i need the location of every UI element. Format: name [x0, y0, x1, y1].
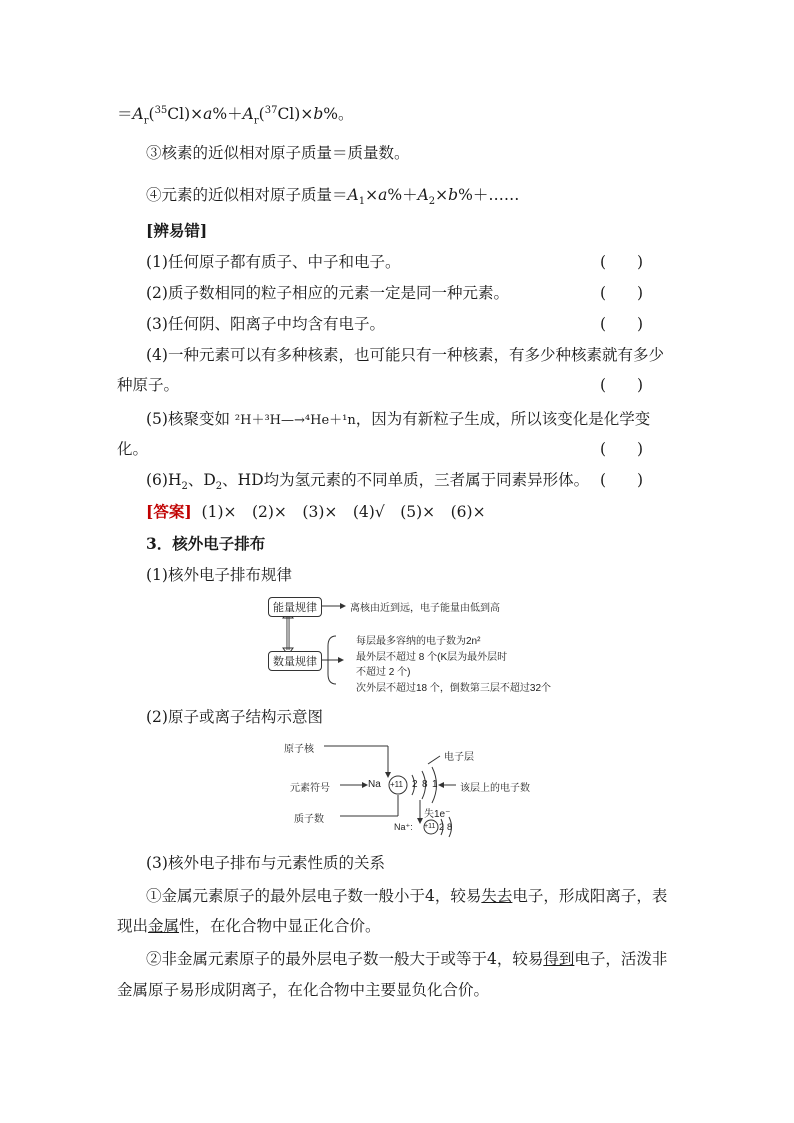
shell-3-electrons: 1: [432, 779, 438, 790]
answer-row: [答案] (1)× (2)× (3)× (4)√ (5)× (6)×: [146, 502, 486, 521]
rule-4: ④元素的近似相对原子质量$=A_1\times a\%+A_2\times b\%+\dots\dots$: [146, 186, 520, 208]
question-6: $(6)H_2$、$D_2$、HD均为氢元素的不同单质，三者属于同素异形体。: [146, 471, 590, 493]
question-4: (4)一种元素可以有多种核素，也可能只有一种核素，有多少种核素就有多少: [146, 346, 664, 364]
shell-label: 电子层: [444, 752, 474, 763]
nucleus-label: 原子核: [284, 744, 314, 755]
energy-rule-box: 能量规律: [268, 597, 322, 617]
shell-electron-label: 该层上的电子数: [460, 783, 530, 794]
answer-paren-3: ( ): [600, 315, 644, 333]
nuclear-equation: ²H＋³H—→⁴He＋¹n: [234, 413, 356, 428]
section-3-title: 3．核外电子排布: [146, 534, 266, 553]
quantity-rule-1: 每层最多容纳的电子数为2n²: [356, 636, 481, 647]
bianyicuo-heading: [辨易错]: [146, 221, 208, 240]
shell-1-electrons: 2: [412, 779, 418, 790]
lose-electron-label: 失1e⁻: [424, 809, 451, 820]
quantity-rule-box: 数量规律: [268, 651, 322, 671]
question-1: (1)任何原子都有质子、中子和电子。: [146, 253, 401, 271]
para-1-line-1: ①金属元素原子的最外层电子数一般小于4，较易失去电子，形成阳离子，表: [146, 887, 668, 905]
na-symbol: Na: [368, 779, 381, 790]
question-2: (2)质子数相同的粒子相应的元素一定是同一种元素。: [146, 284, 509, 302]
subsection-1: (1)核外电子排布规律: [146, 566, 292, 584]
na-ion-label: Na⁺:: [394, 822, 413, 832]
answer-paren-1: ( ): [600, 253, 644, 271]
answer-paren-5: ( ): [600, 440, 644, 458]
subsection-3: (3)核外电子排布与元素性质的关系: [146, 854, 385, 872]
answer-paren-2: ( ): [600, 284, 644, 302]
para-1-line-2: 现出金属性，在化合物中显正化合价。: [117, 917, 381, 935]
quantity-rule-3: 不超过 2 个): [356, 667, 411, 678]
ion-shell-1: 2: [439, 822, 445, 832]
mass-formula: $=A_r(^{35}Cl)\times a\%+A_r(^{37}Cl)\times b\%$。: [117, 105, 354, 127]
para-2-line-2: 金属原子易形成阴离子，在化合物中主要显负化合价。: [117, 981, 490, 999]
energy-rule-text: 离核由近到远，电子能量由低到高: [350, 603, 500, 614]
element-symbol-label: 元素符号: [290, 783, 330, 794]
question-4-cont: 种原子。: [117, 376, 180, 394]
answer-paren-4: ( ): [600, 376, 644, 394]
quantity-rule-2: 最外层不超过 8 个(K层为最外层时: [356, 652, 508, 663]
subsection-2: (2)原子或离子结构示意图: [146, 708, 323, 726]
question-5-cont: 化。: [117, 440, 149, 458]
quantity-rule-4: 次外层不超过18 个，倒数第三层不超过32个: [356, 683, 552, 694]
shell-2-electrons: 8: [422, 779, 428, 790]
rule-3: ③核素的近似相对原子质量＝质量数。: [146, 144, 410, 162]
atom-structure-diagram: [280, 738, 560, 838]
answer-label: [答案]: [146, 502, 192, 521]
proton-label: 质子数: [294, 814, 324, 825]
ion-proton-count: +11: [424, 823, 436, 830]
proton-count: +11: [390, 780, 403, 789]
electron-rule-diagram: [266, 594, 586, 694]
ion-shell-2: 8: [447, 822, 453, 832]
question-5: (5)核聚变如 ²H＋³H—→⁴He＋¹n，因为有新粒子生成，所以该变化是化学变: [146, 410, 651, 428]
answer-paren-6: ( ): [600, 471, 644, 489]
question-3: (3)任何阴、阳离子中均含有电子。: [146, 315, 385, 333]
para-2-line-1: ②非金属元素原子的最外层电子数一般大于或等于4，较易得到电子，活泼非: [146, 950, 668, 968]
